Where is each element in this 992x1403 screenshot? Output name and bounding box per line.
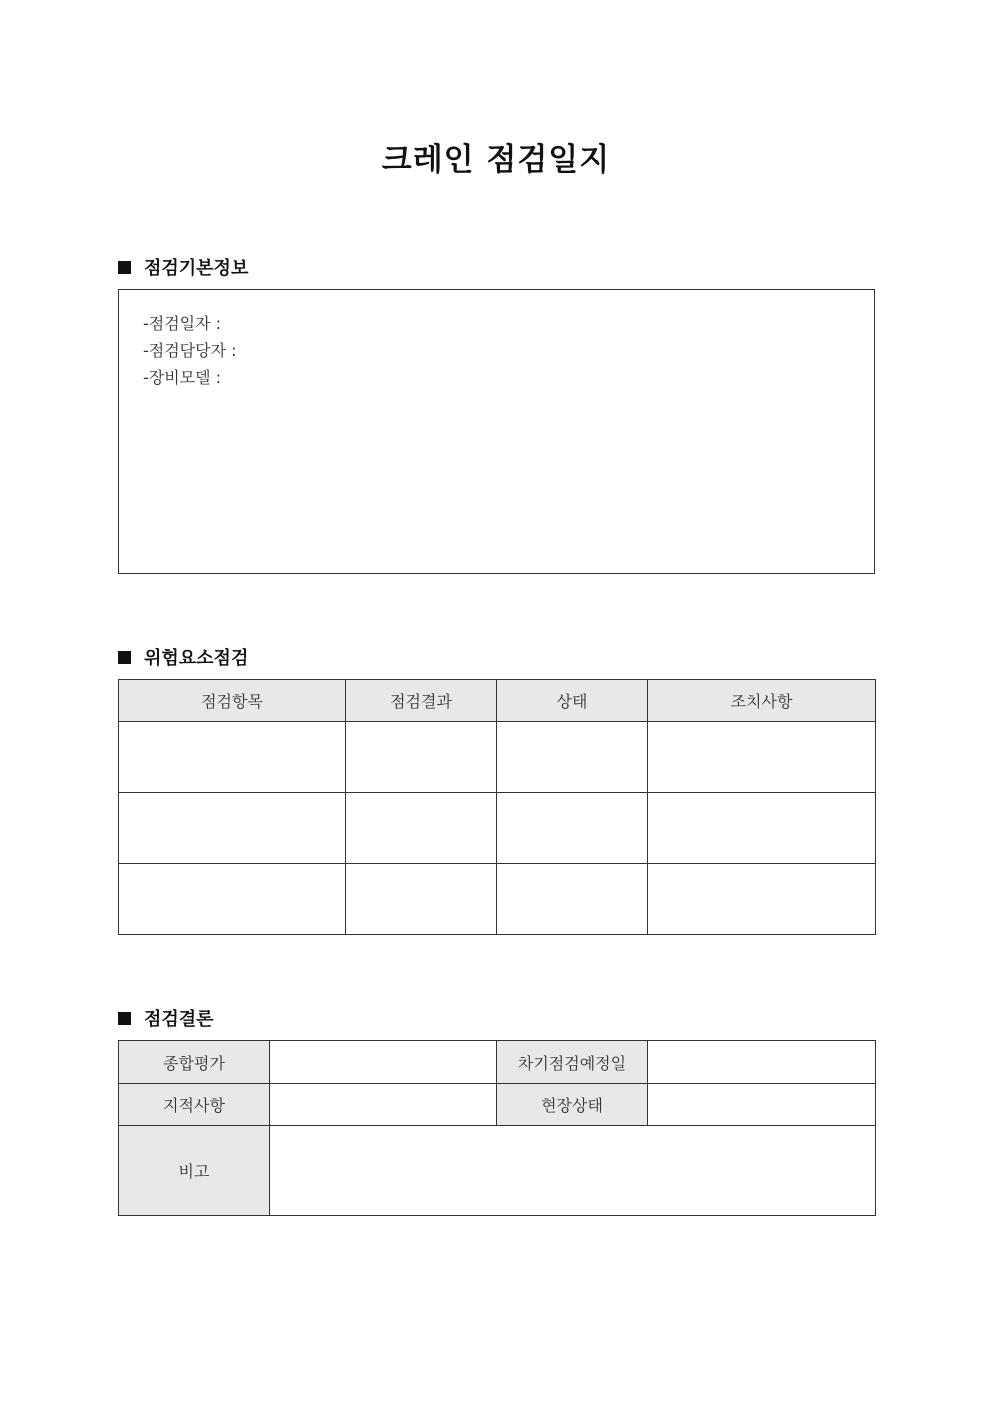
column-header-status: 상태 bbox=[497, 680, 648, 722]
inspection-date-field[interactable]: -점검일자 : bbox=[143, 314, 222, 333]
overall-evaluation-field[interactable] bbox=[270, 1041, 497, 1084]
site-status-label: 현장상태 bbox=[497, 1084, 648, 1126]
table-row bbox=[119, 1041, 876, 1084]
conclusion-table bbox=[118, 1040, 876, 1216]
basic-info-box bbox=[118, 289, 875, 574]
table-cell[interactable] bbox=[346, 722, 497, 793]
table-cell[interactable] bbox=[648, 864, 876, 935]
findings-field[interactable] bbox=[270, 1084, 497, 1126]
table-cell[interactable] bbox=[497, 793, 648, 864]
table-row bbox=[119, 793, 876, 864]
page-title: 크레인 점검일지 bbox=[381, 142, 611, 178]
inspector-field[interactable]: -점검담당자 : bbox=[143, 341, 237, 360]
section-heading-label: 위험요소점검 bbox=[144, 648, 249, 669]
site-status-field[interactable] bbox=[648, 1084, 876, 1126]
column-header-result: 점검결과 bbox=[346, 680, 497, 722]
table-row bbox=[119, 1126, 876, 1216]
table-cell[interactable] bbox=[497, 722, 648, 793]
table-cell[interactable] bbox=[648, 722, 876, 793]
square-bullet-icon bbox=[118, 651, 131, 664]
table-row bbox=[119, 722, 876, 793]
section-heading-label: 점검기본정보 bbox=[144, 258, 249, 279]
column-header-item: 점검항목 bbox=[119, 680, 346, 722]
square-bullet-icon bbox=[118, 261, 131, 274]
section-heading-basic-info bbox=[118, 254, 248, 280]
section-heading-risk-check bbox=[118, 644, 248, 670]
next-inspection-date-label: 차기점검예정일 bbox=[497, 1041, 648, 1084]
remarks-field[interactable] bbox=[270, 1126, 876, 1216]
next-inspection-date-field[interactable] bbox=[648, 1041, 876, 1084]
table-header-row bbox=[119, 680, 876, 722]
table-cell[interactable] bbox=[346, 864, 497, 935]
section-heading-conclusion bbox=[118, 1005, 214, 1031]
square-bullet-icon bbox=[118, 1012, 131, 1025]
table-cell[interactable] bbox=[119, 793, 346, 864]
column-header-action: 조치사항 bbox=[648, 680, 876, 722]
remarks-label: 비고 bbox=[119, 1126, 270, 1216]
table-cell[interactable] bbox=[497, 864, 648, 935]
risk-check-table bbox=[118, 679, 876, 935]
basic-info-fields bbox=[143, 310, 237, 391]
table-row bbox=[119, 1084, 876, 1126]
table-cell[interactable] bbox=[346, 793, 497, 864]
table-cell[interactable] bbox=[648, 793, 876, 864]
table-cell[interactable] bbox=[119, 864, 346, 935]
equipment-model-field[interactable]: -장비모델 : bbox=[143, 368, 222, 387]
overall-evaluation-label: 종합평가 bbox=[119, 1041, 270, 1084]
section-heading-label: 점검결론 bbox=[144, 1009, 214, 1030]
findings-label: 지적사항 bbox=[119, 1084, 270, 1126]
table-cell[interactable] bbox=[119, 722, 346, 793]
table-row bbox=[119, 864, 876, 935]
